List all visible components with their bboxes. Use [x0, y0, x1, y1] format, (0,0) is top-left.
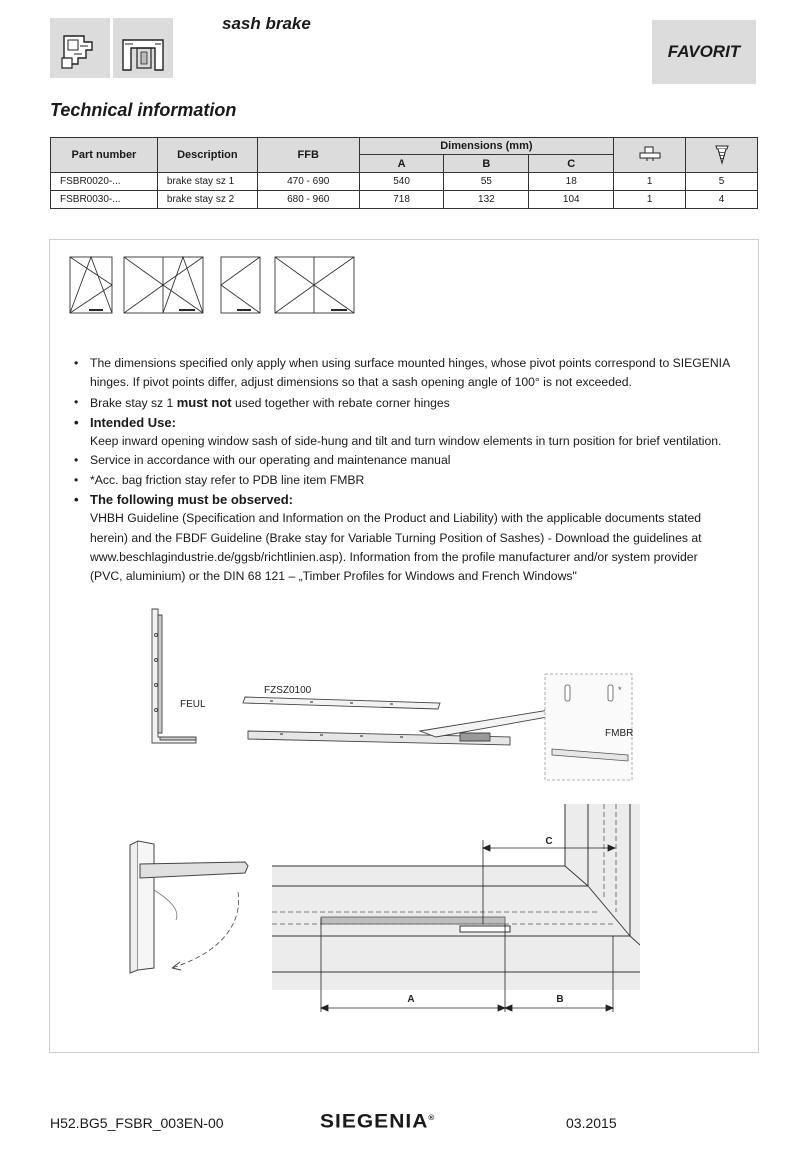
note-item: • Service in accordance with our operating and maintenance manual [72, 451, 732, 470]
product-title: sash brake [222, 14, 311, 33]
cell-qty-bracket: 1 [614, 173, 686, 191]
cell-a: 540 [359, 173, 444, 191]
window-types-diagram [69, 256, 359, 316]
note-heading: • Intended Use: [72, 413, 732, 432]
cell-qty-screw: 4 [686, 191, 758, 209]
note-item: • *Acc. bag friction stay refer to PDB line item FMBR [72, 471, 732, 490]
cell-c: 18 [529, 173, 614, 191]
th-description: Description [157, 138, 257, 173]
cell-b: 55 [444, 173, 529, 191]
notes-list [72, 354, 732, 587]
th-ffb: FFB [257, 138, 359, 173]
document-id: H52.BG5_FSBR_003EN-00 [50, 1115, 224, 1131]
cell-ffb: 680 - 960 [257, 191, 359, 209]
document-date: 03.2015 [566, 1115, 617, 1131]
parts-illustration [140, 605, 640, 785]
note-body: VHBH Guideline (Specification and Information on the Product and Liability) with the applicable documents stated herein) and the FBDF Guideline (Brake stay for Variable Turning Position of Sashes) - Download the guidelines at www.beschlagindustrie.de/ggsb/richtlinien.asp). Information from the profile manufacturer and/or system provider (PVC, aluminium) or the DIN 68 121 – „Timber Profiles for Windows and French Windows" [90, 511, 702, 584]
note-item: • Brake stay sz 1 must not used together with rebate corner hinges [72, 393, 732, 413]
label-fmbr: FMBR [605, 728, 634, 739]
siegenia-logo: SIEGENIA® [320, 1110, 435, 1133]
dim-label-c: C [545, 836, 553, 847]
feul-corner-part [152, 609, 196, 743]
bracket-part-icon [637, 145, 663, 163]
th-dim-c: C [529, 155, 614, 173]
th-hinge-icon [614, 138, 686, 173]
th-dimensions: Dimensions (mm) [359, 138, 614, 155]
cell-a: 718 [359, 191, 444, 209]
brand-badge: FAVORIT [652, 20, 756, 84]
table-row [51, 173, 758, 191]
note-item: • The dimensions specified only apply when using surface mounted hinges, whose pivot points correspond to SIEGENIA hinges. If pivot points differ, adjust dimensions so that a sash opening angle of 100° is not exceeded. [72, 354, 732, 393]
cell-part-number: FSBR0030-... [51, 191, 158, 209]
cell-c: 104 [529, 191, 614, 209]
cell-qty-screw: 5 [686, 173, 758, 191]
dim-label-a: A [407, 994, 415, 1005]
window-handle [130, 841, 248, 973]
label-fzsz: FZSZ0100 [264, 685, 312, 696]
cell-qty-bracket: 1 [614, 191, 686, 209]
spec-table [50, 137, 758, 209]
screw-icon [713, 143, 731, 165]
th-dim-a: A [359, 155, 444, 173]
cell-description: brake stay sz 1 [157, 173, 257, 191]
label-feul: FEUL [180, 699, 206, 710]
table-row [51, 191, 758, 209]
th-dim-b: B [444, 155, 529, 173]
dim-label-b: B [556, 994, 564, 1005]
dimension-drawing [120, 800, 640, 1022]
cell-description: brake stay sz 2 [157, 191, 257, 209]
cell-b: 132 [444, 191, 529, 209]
cell-ffb: 470 - 690 [257, 173, 359, 191]
cell-part-number: FSBR0020-... [51, 173, 158, 191]
th-part-number: Part number [51, 138, 158, 173]
frame-section [272, 804, 640, 990]
window-profile-icon [50, 18, 110, 78]
brake-stay-rail-part [248, 705, 592, 745]
section-title: Technical information [50, 100, 237, 120]
fzsz-rail-part [243, 697, 440, 709]
window-frame-icon [113, 18, 173, 78]
note-body: Keep inward opening window sash of side-hung and tilt and turn window elements in turn position for brief ventilation. [90, 434, 722, 449]
th-screw-icon [686, 138, 758, 173]
note-heading: • The following must be observed: [72, 490, 732, 509]
label-star: * [618, 685, 622, 695]
